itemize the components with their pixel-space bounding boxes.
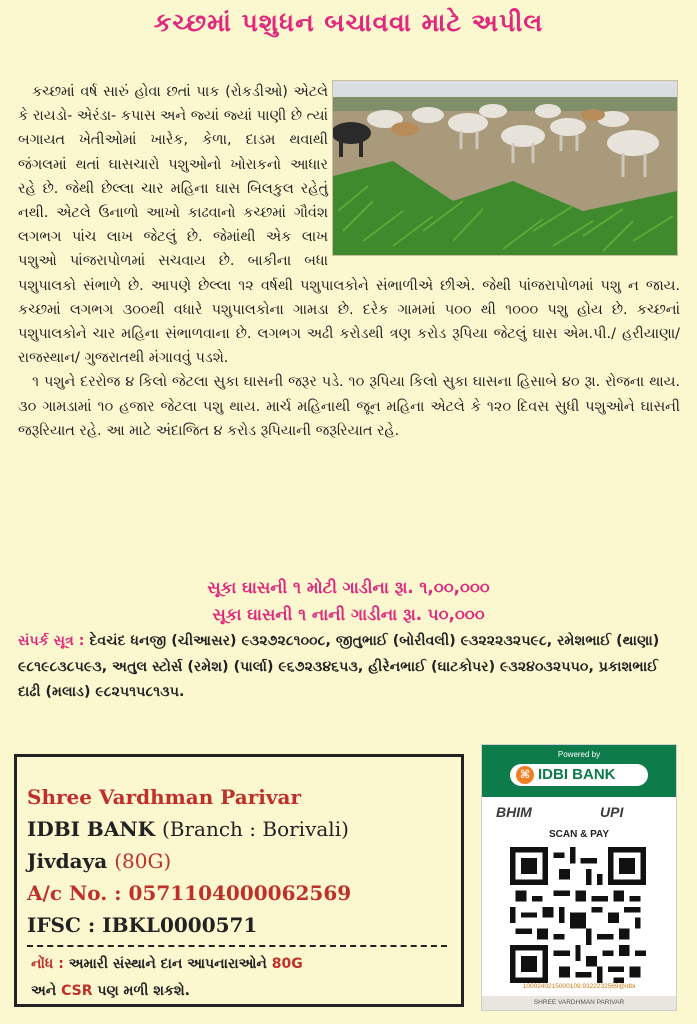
account-number-label: A/c No. : (27, 881, 122, 905)
body-paragraph-2: ૧ પશુને દરરોજ ૪ કિલો જેટલા સુકા ઘાસની જરૂર પડે. ૧૦ રૂપિયા કિલો સુકા ઘાસના હિસાબે ૪૦ રૂા. રોજના થાય. ૩૦ ગામડામાં ૧૦ હજાર જેટલા પશુ થાય. માર્ચ મહિનાથી જૂન મહિના એટલે કે ૧૨૦ દિવસ સુધી પશુઓને ઘાસની જરૂરિયાત રહે. આ માટે અંદાજિત ૪ કરોડ રૂપિયાની જરૂરિયાત રહે. (18, 374, 680, 439)
note-80g: 80G (271, 956, 303, 972)
tax-note-line-2 (31, 978, 190, 1005)
qr-payment-card (481, 744, 677, 1011)
note-csr: CSR (61, 983, 93, 999)
price-small-truck: સૂકા ઘાસની ૧ નાની ગાડીના રૂા. ૫૦,૦૦૦ (212, 605, 485, 624)
qr-card-footer: SHREE VARDHMAN PARIVAR (482, 996, 676, 1010)
note-text-1: અમારી સંસ્થાને દાન આપનારાઓને (68, 956, 267, 972)
bank-name: IDBI BANK (27, 817, 156, 841)
purpose-tag: (80G) (114, 849, 172, 873)
ifsc-label: IFSC : (27, 913, 96, 937)
account-number: 0571104000062569 (128, 881, 352, 905)
powered-by-text: Powered by (557, 750, 601, 759)
idbi-logo-icon: ⌘ (516, 766, 534, 784)
ifsc-code: IBKL0000571 (102, 913, 258, 937)
contact-text: દેવચંદ ધનજી (ચીઆસર) ૯૩૨૭૨૮૧૦૦૮, જીતુભાઈ (બોરીવલી) ૯૩૨૨૨૩૨૫૯૮, રમેશભાઈ (થાણા) ૯૮૧૯૮૩૮૫૯૩, અતુલ સ્ટોર્સ (રમેશ) (પાર્લા) ૯૬૭૨૩૪૬૫૩, હીરેનભાઈ (ઘાટકોપર) ૯૩૨૪૦૩૨૫૫૦, પ્રકાશભાઈ દાઢી (મલાડ) ૯૮૨૫૧૫૮૧૩૫. (18, 633, 660, 700)
bank-details-box (14, 754, 464, 1007)
scan-pay-label: SCAN & PAY (548, 829, 609, 840)
purpose-line (27, 849, 171, 873)
bank-logo-text: IDBI BANK (538, 766, 616, 783)
upi-id: 1000240215000109.9322232569@idbi (522, 983, 636, 990)
qr-code-icon (510, 847, 646, 983)
note-label: નોંધ : (31, 956, 64, 972)
ifsc-line (27, 913, 257, 937)
bank-name-line (27, 817, 349, 841)
upi-logo: UPI (600, 804, 624, 820)
price-big-truck: સૂકા ઘાસની ૧ મોટી ગાડીના રૂા. ૧,૦૦,૦૦૦ (207, 578, 490, 597)
appeal-title: કચ્છમાં પશુધન બચાવવા માટે અપીલ (153, 8, 544, 37)
contact-info (18, 629, 678, 706)
body-paragraph-1: કચ્છમાં વર્ષ સારું હોવા છતાં પાક (રોકડીઓ) એટલે કે રાયડો- એરંડા- કપાસ અને જ્યાં જ્યાં પાણી છે ત્યાં બગાયત ખેતીઓમાં ખારેક, કેળા, દાડમ થવાથી જંગલમાં થતાં ઘાસચારો પશુઓનો ખોરાકનો આધાર રહે છે. જેથી છેલ્લા ચાર મહિના ઘાસ બિલકુલ રહેતું નથી. એટલે ઉનાળો આખો કાઢવાનો કચ્છમાં ગૌવંશ લગભગ પાંચ લાખ જેટલું છે. જેમાંથી એક લાખ પશુઓ પાંજરાપોળમાં સચવાય છે. બાકીના બધા પશુપાલકો સંભાળે છે. આપણે છેલ્લા ૧૨ વર્ષથી પશુપાલકોને સંભાળીએ છીએ. જેથી પાંજરાપોળમાં પશુ ન જાય. કચ્છમાં લગભગ ૩૦૦થી વધારે પશુપાલકોના ગામડા છે. દરેક ગામમાં ૫૦૦ થી ૧૦૦૦ પશુ હોય છે. કચ્છનાં પશુપાલકોને ચાર મહિના સંભાળવાના છે. લગભગ અઢી કરોડથી ત્રણ કરોડ રૂપિયા જેટલું ઘાસ એમ.પી./ હરીયાણા/ રાજસ્થાન/ ગુજરાતથી મંગાવવું પડશે. (18, 84, 680, 367)
account-number-line (27, 881, 351, 905)
divider (27, 945, 447, 947)
bank-branch: (Branch : Borivali) (161, 817, 349, 841)
cattle-photo-illustration (333, 81, 677, 255)
purpose-text: Jivdaya (27, 849, 108, 873)
cattle-grazing-photo (332, 80, 678, 256)
account-holder-name (27, 785, 301, 809)
note-and: અને (31, 983, 57, 999)
contact-label: સંપર્ક સૂત્ર : (18, 633, 85, 649)
note-text-2: પણ મળી શકશે. (97, 983, 190, 999)
tax-note-line-1 (31, 951, 303, 978)
account-name-text: Shree Vardhman Parivar (27, 785, 301, 809)
bhim-logo: BHIM (496, 804, 532, 820)
